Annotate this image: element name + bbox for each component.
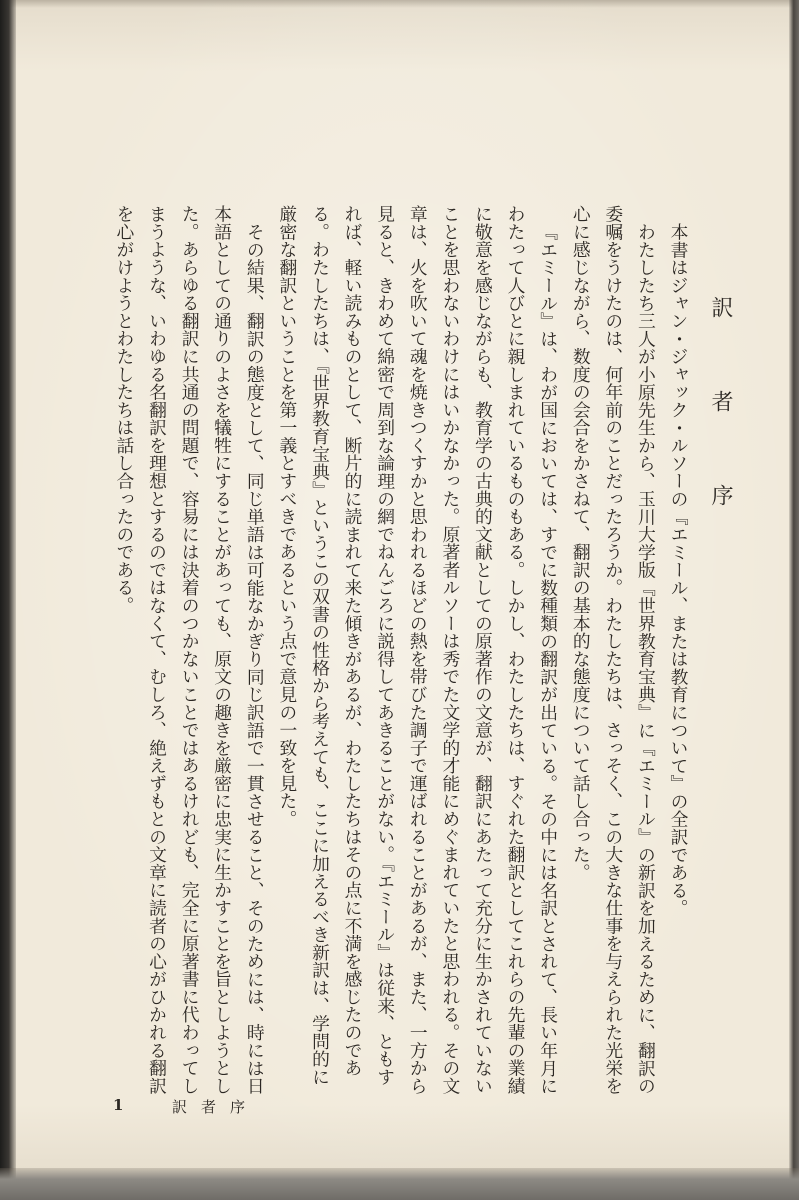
page-right-edge — [789, 0, 799, 1200]
text-line: に敬意を感じながらも、教育学の古典的文献としての原著作の文意が、翻訳にあたって充分に生かされていない — [472, 205, 494, 1095]
text-line: 委嘱をうけたのは、何年前のことだったろうか。わたしたちは、さっそく、この大きな仕事を与えられた光栄を — [602, 205, 624, 1095]
text-line: た。あらゆる翻訳に共通の問題で、容易には決着のつかないことではあるけれども、完全に原著書に代わってし — [179, 205, 201, 1095]
text-line: ことを思わないわけにはいかなかった。原著者ルソーは秀でた文学的才能にめぐまれていたと思われる。その文 — [439, 205, 461, 1095]
text-line: る。わたしたちは、『世界教育宝典』というこの双書の性格から考えても、ここに加えるべき新訳は、学問的に — [309, 205, 331, 1086]
text-line: を心がけようとわたしたちは話し合ったのである。 — [113, 205, 135, 615]
text-line: 見ると、きわめて綿密で周到な論理の網でねんごろに説得してあきることがない。『エミール』は従来、ともす — [374, 205, 396, 1086]
paragraph — [661, 205, 694, 1105]
running-title: 訳者序 — [172, 1098, 260, 1116]
text-line: 本語としての通りのよさを犠牲にすることがあっても、原文の趣きを厳密に忠実に生かすことを旨としようとし — [211, 205, 233, 1095]
text-line: れば、軽い読みものとして、断片的に読まれて来た傾きがあるが、わたしたちはその点に不満を感じたのであ — [342, 205, 364, 1077]
text-line: まうような、いわゆる名翻訳を理想とするのではなくて、むしろ、絶えずもとの文章に読者の心がひかれる翻訳 — [146, 205, 168, 1095]
paragraph — [107, 205, 270, 1105]
paragraph — [270, 205, 563, 1105]
text-line: その結果、翻訳の態度として、同じ単語は可能なかぎり同じ訳語で一貫させること、そのためには、時には日 — [244, 222, 266, 1095]
page-number: 1 — [113, 1096, 124, 1114]
gutter-shadow — [0, 0, 16, 1200]
section-title: 訳者序 — [708, 296, 733, 578]
page-top-shadow — [0, 0, 799, 8]
text-line: 心に感じながら、数度の会合をかさねて、翻訳の基本的な態度について話し合った。 — [570, 205, 592, 882]
page-bottom-edge — [0, 1168, 799, 1200]
text-line: わたしたち三人が小原先生から、玉川大学版『世界教育宝典』に『エミール』の新訳を加えるために、翻訳の — [635, 222, 657, 1095]
body-text — [107, 205, 694, 1105]
text-line: 本書はジャン・ジャック・ルソーの『エミール、または教育について』の全訳である。 — [668, 222, 689, 917]
text-line: 厳密な翻訳ということを第一義とすべきであるという点で意見の一致を見た。 — [276, 205, 298, 828]
text-line: 章は、火を吹いて魂を焼きつくすかと思われるほどの熱を帯びた調子で運ばれることがあるが、また、一方から — [407, 205, 429, 1095]
text-line: 『エミール』は、わが国においては、すでに数種類の翻訳が出ている。その中には名訳とされて、長い年月に — [537, 222, 559, 1095]
text-line: わたって人びとに親しまれているものもある。しかし、わたしたちは、すぐれた翻訳としてこれらの先輩の業績 — [505, 205, 527, 1095]
paragraph — [564, 205, 662, 1105]
